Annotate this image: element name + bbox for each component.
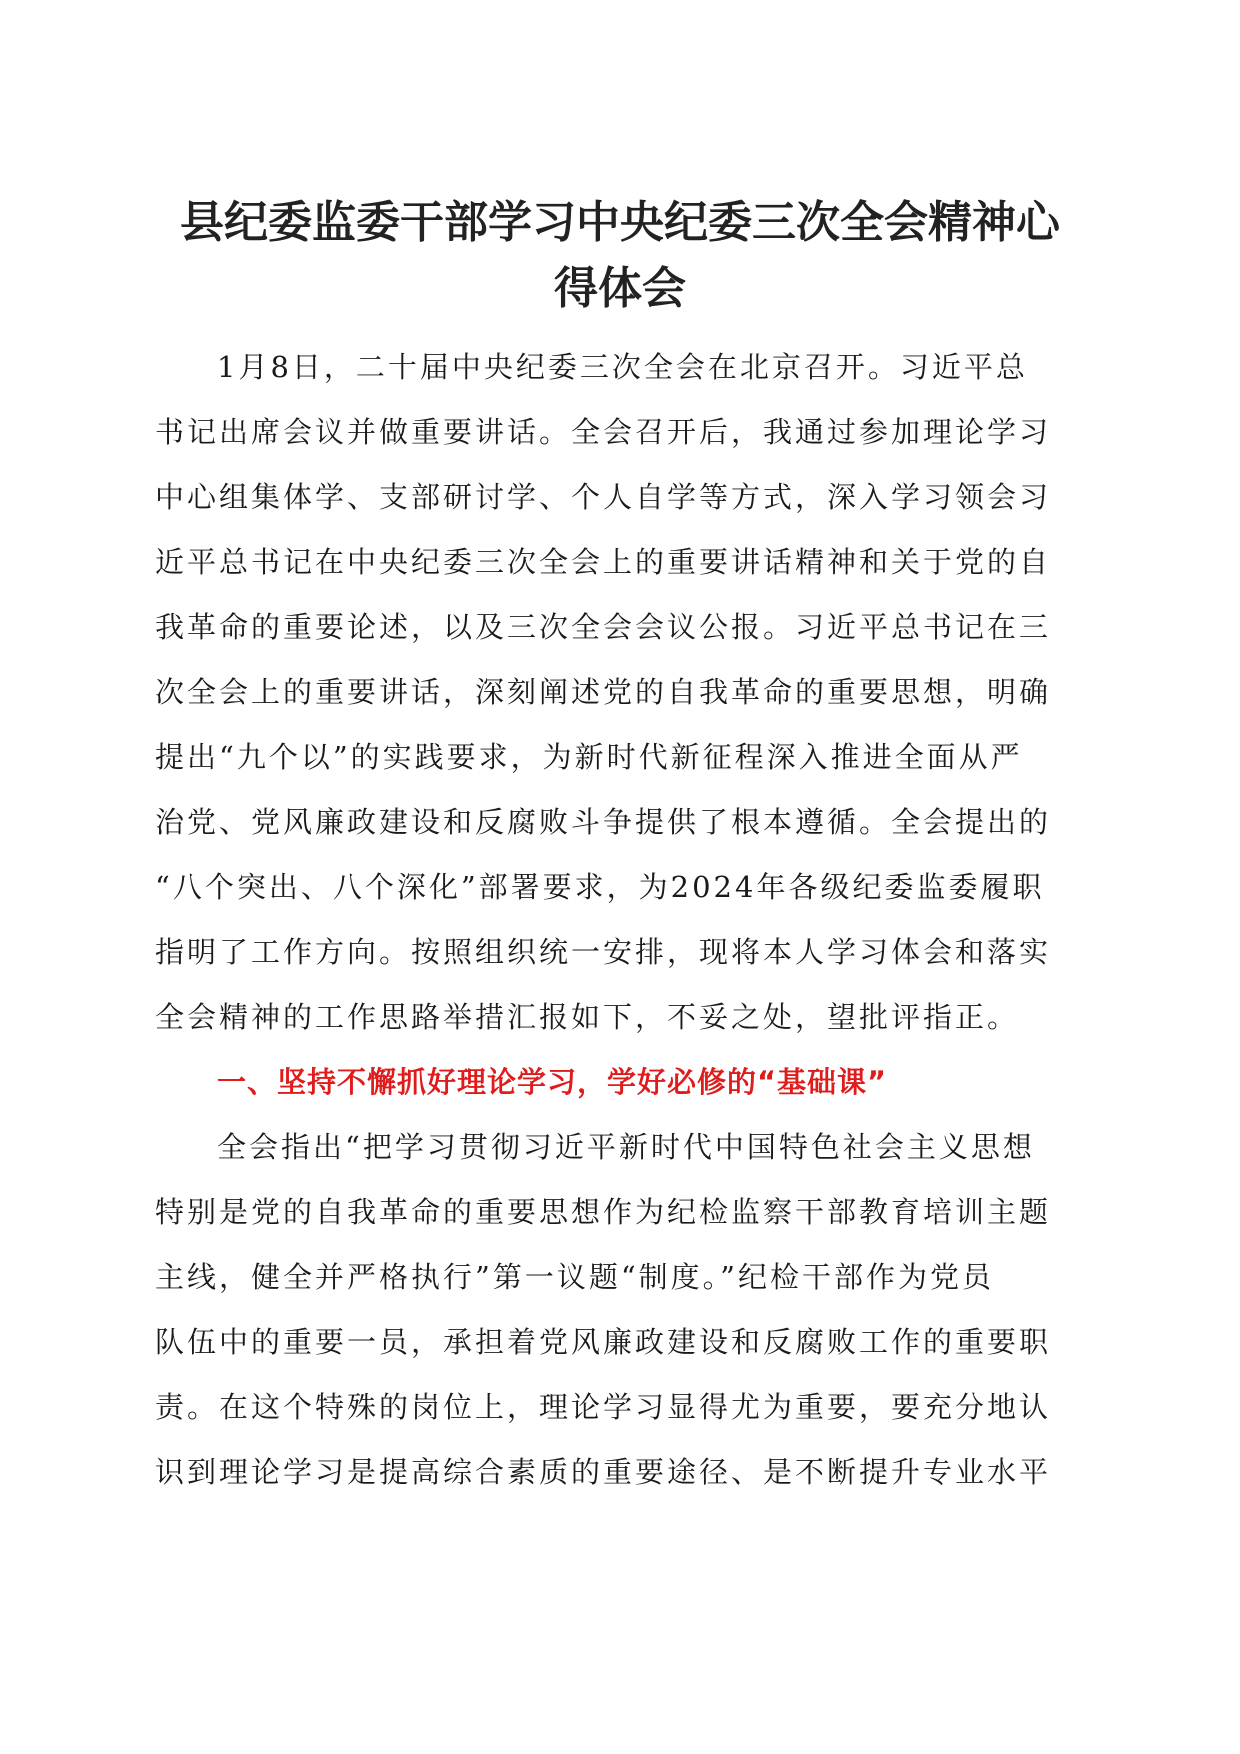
text-line: 识到理论学习是提高综合素质的重要途径、是不断提升专业水平 <box>155 1455 1052 1489</box>
section-heading-1: 一、坚持不懈抓好理论学习，学好必修的“基础课” <box>217 1065 888 1099</box>
text-line: 次全会上的重要讲话，深刻阐述党的自我革命的重要思想，明确 <box>155 675 1052 709</box>
text-line: 近平总书记在中央纪委三次全会上的重要讲话精神和关于党的自 <box>155 545 1052 579</box>
body-paragraph-intro <box>155 335 1055 1050</box>
text-line: “八个突出、八个深化”部署要求，为2024年各级纪委监委履职 <box>155 870 1045 904</box>
text-line: 中心组集体学、支部研讨学、个人自学等方式，深入学习领会习 <box>155 480 1052 514</box>
title-line-2: 得体会 <box>554 263 686 314</box>
text-line: 全会指出“把学习贯彻习近平新时代中国特色社会主义思想 <box>217 1130 1035 1164</box>
text-line: 提出“九个以”的实践要求，为新时代新征程深入推进全面从严 <box>155 740 1023 774</box>
title-line-1: 县纪委监委干部学习中央纪委三次全会精神心 <box>180 197 1060 248</box>
text-line: 责。在这个特殊的岗位上，理论学习显得尤为重要，要充分地认 <box>155 1390 1052 1424</box>
text-line: 队伍中的重要一员，承担着党风廉政建设和反腐败工作的重要职 <box>155 1325 1052 1359</box>
text-line: 治党、党风廉政建设和反腐败斗争提供了根本遵循。全会提出的 <box>155 805 1052 839</box>
text-line: 特别是党的自我革命的重要思想作为纪检监察干部教育培训主题 <box>155 1195 1052 1229</box>
text-line: 书记出席会议并做重要讲话。全会召开后，我通过参加理论学习 <box>155 415 1052 449</box>
text-line: 我革命的重要论述，以及三次全会会议公报。习近平总书记在三 <box>155 610 1052 644</box>
section-1 <box>155 1050 1055 1505</box>
text-line: 1月8日，二十届中央纪委三次全会在北京召开。习近平总 <box>217 350 1028 384</box>
text-line: 指明了工作方向。按照组织统一安排，现将本人学习体会和落实 <box>155 935 1052 969</box>
document-title <box>150 190 1090 322</box>
text-line: 主线，健全并严格执行”第一议题“制度。”纪检干部作为党员 <box>155 1260 994 1294</box>
text-line: 全会精神的工作思路举措汇报如下，不妥之处，望批评指正。 <box>155 1000 1020 1034</box>
